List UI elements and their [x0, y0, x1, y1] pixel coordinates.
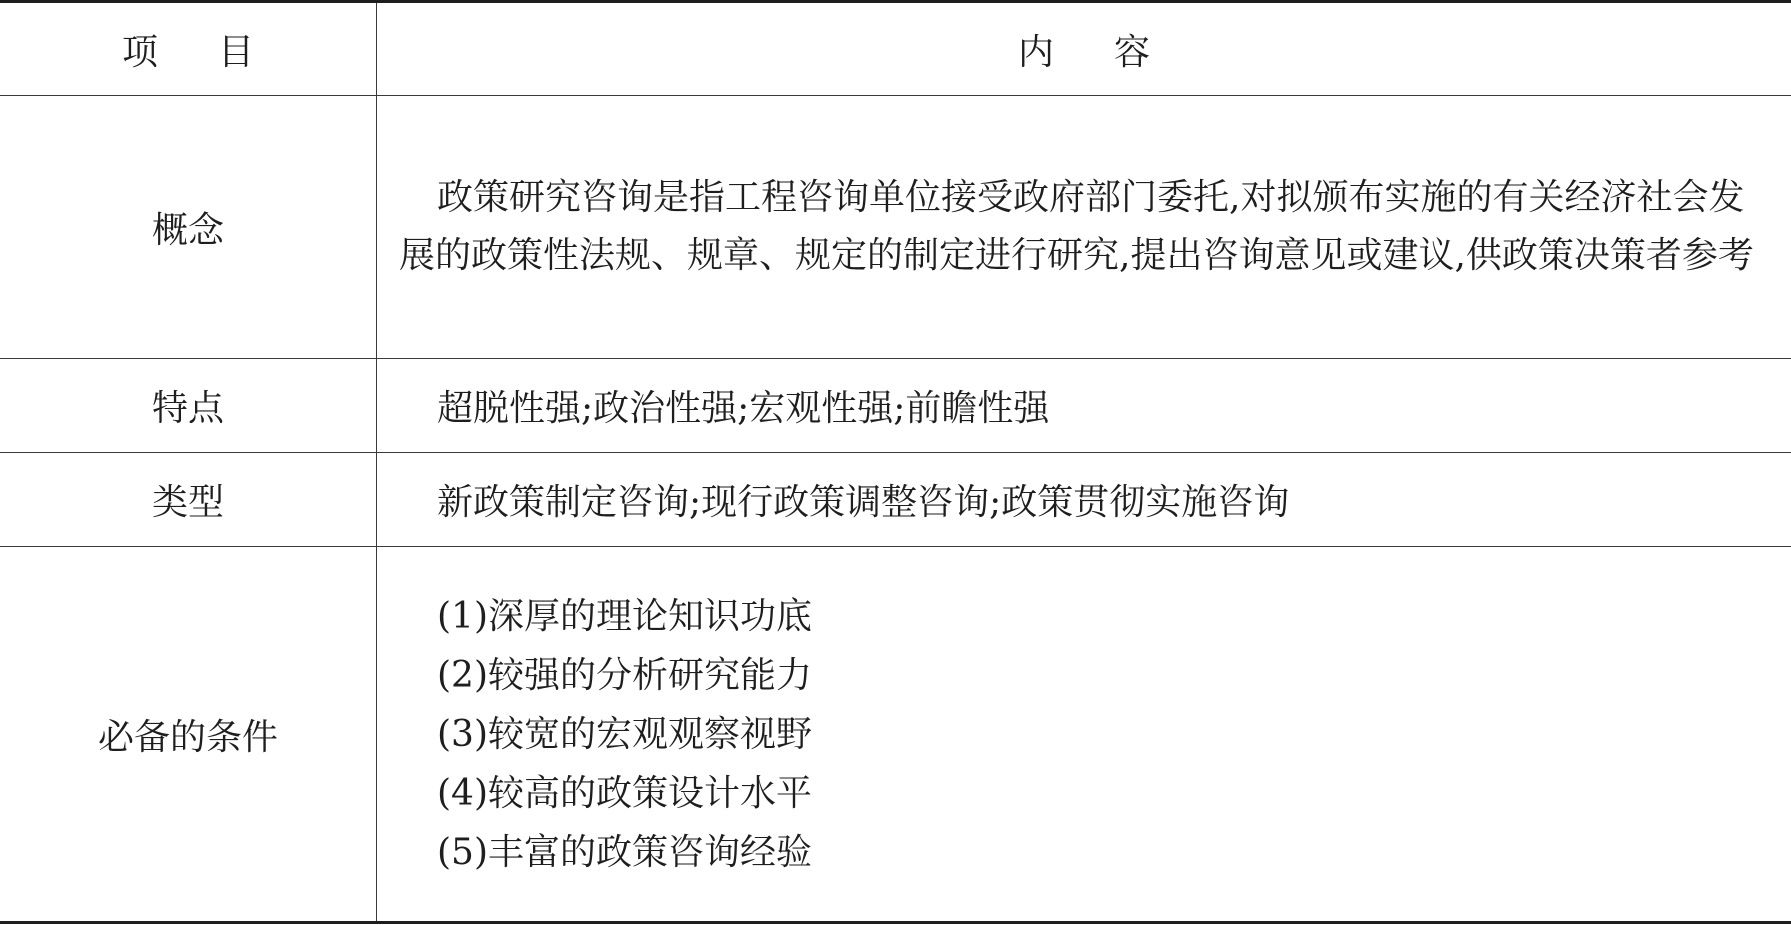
- list-item: (2)较强的分析研究能力: [437, 654, 812, 696]
- row-label: 类型: [151, 482, 224, 523]
- table-row: [0, 96, 1791, 359]
- table-row: [0, 453, 1791, 547]
- list-item: (4)较高的政策设计水平: [437, 772, 812, 814]
- row-content-cell: [377, 359, 1791, 453]
- table-header-row: [0, 2, 1791, 96]
- row-content-cell: [377, 96, 1791, 359]
- row-label-cell: [0, 96, 377, 359]
- row-content-cell: [377, 547, 1791, 923]
- table-row: [0, 359, 1791, 453]
- header-content-cell: [377, 2, 1791, 96]
- header-item-label: 项目: [121, 31, 314, 73]
- row-content-cell: [377, 453, 1791, 547]
- concept-text: 政策研究咨询是指工程咨询单位接受政府部门委托,对拟颁布实施的有关经济社会发展的政策性法规、规章、规定的制定进行研究,提出咨询意见或建议,供政策决策者参考: [399, 177, 1754, 276]
- row-label-cell: [0, 359, 377, 453]
- list-item: (5)丰富的政策咨询经验: [437, 831, 812, 873]
- table-row: [0, 547, 1791, 923]
- type-text: 新政策制定咨询;现行政策调整咨询;政策贯彻实施咨询: [437, 482, 1290, 523]
- feature-text: 超脱性强;政治性强;宏观性强;前瞻性强: [437, 388, 1050, 429]
- conditions-list: [377, 587, 1791, 882]
- list-item: (3)较宽的宏观观察视野: [437, 713, 812, 755]
- row-label: 概念: [151, 209, 224, 251]
- list-item: (1)深厚的理论知识功底: [437, 595, 812, 637]
- row-label: 特点: [151, 388, 224, 429]
- row-label: 必备的条件: [97, 716, 278, 758]
- row-label-cell: [0, 547, 377, 923]
- row-label-cell: [0, 453, 377, 547]
- header-content-label: 内容: [1017, 31, 1210, 73]
- header-item-cell: [0, 2, 377, 96]
